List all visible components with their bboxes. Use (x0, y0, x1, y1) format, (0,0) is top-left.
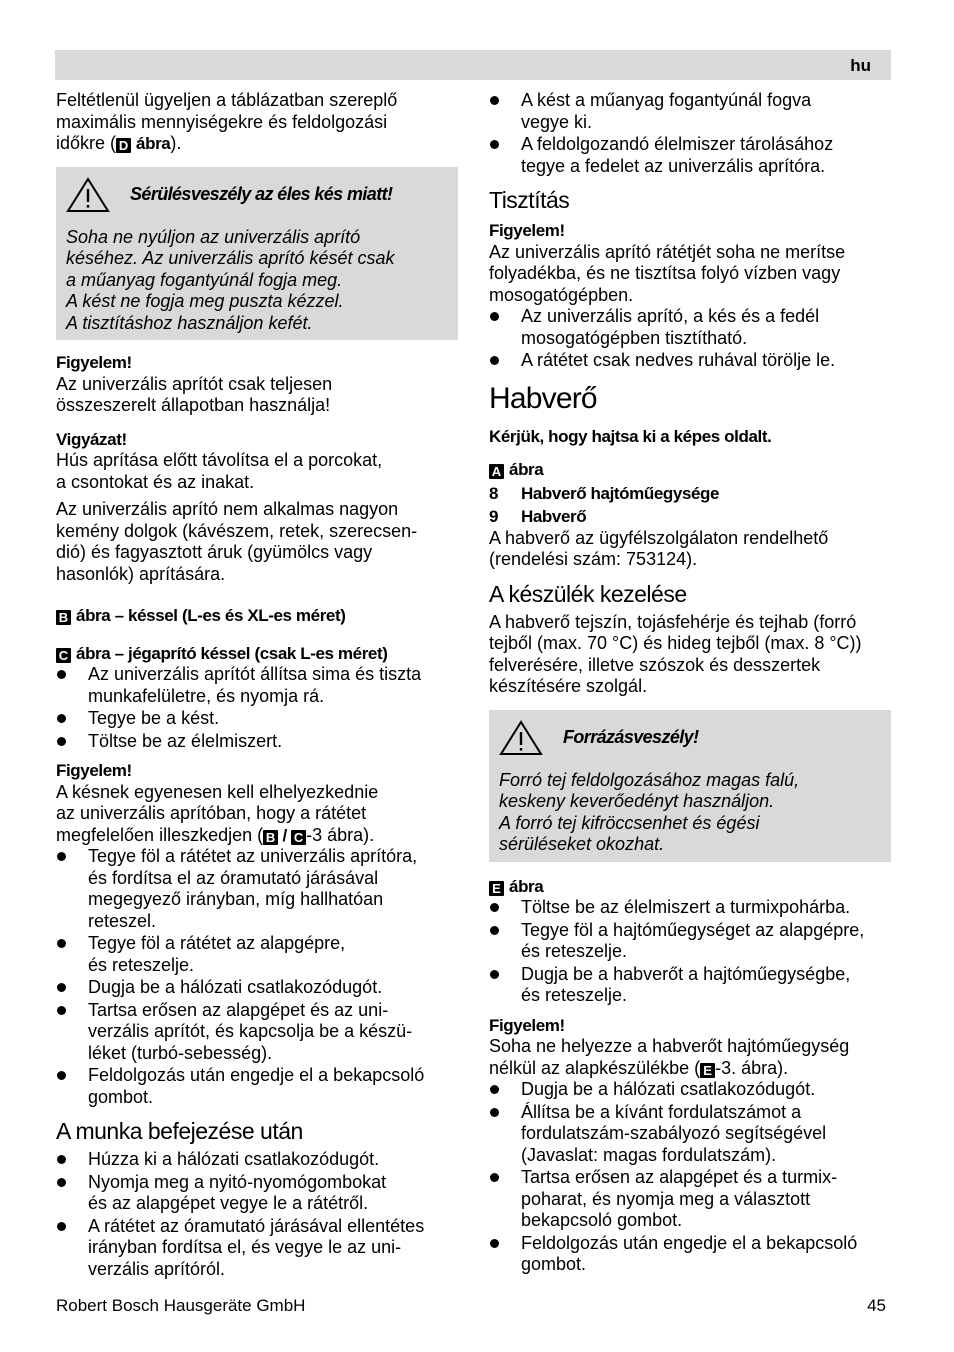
order-info: A habverő az ügyfélszolgálaton rendelhető (rendelési szám: 753124). (489, 527, 829, 569)
caution-text: Hús aprítása előtt távolítsa el a porcokat, a csontokat és az inakat. (56, 450, 383, 492)
figure-a-badge: A (489, 464, 504, 479)
figure-e-badge: E (700, 1063, 715, 1078)
steps-list-0 (489, 90, 891, 177)
section-heading-cleaning: Tisztítás (489, 187, 570, 213)
list-item: Nyomja meg a nyitó-nyomógombokat és az alapgépet vegye le a rátétről. (56, 1172, 458, 1215)
list-item: A kést a műanyag fogantyúnál fogva vegye ki. (489, 90, 891, 133)
header-bar (55, 50, 891, 80)
left-column (56, 90, 458, 1281)
figure-b-badge: B (263, 830, 278, 845)
steps-list-6 (489, 1079, 891, 1276)
list-item: Állítsa be a kívánt fordulatszámot a fordulatszám-szabályozó segítségével (Javaslat: magas fordulatszám). (489, 1102, 891, 1167)
not-suitable-text: Az univerzális aprító nem alkalmas nagyon kemény dolgok (kávészem, retek, szerecsen- dió) és fagyasztott áruk (gyümölcs vagy hasonlók) aprítására. (56, 499, 418, 584)
figure-e-caption: E ábra (489, 876, 891, 898)
list-item: Töltse be az élelmiszert. (56, 731, 458, 753)
figure-b-badge: B (56, 610, 71, 625)
steps-list-1 (56, 664, 458, 752)
list-item: A feldolgozandó élelmiszer tárolásához tegye a fedelet az univerzális aprítóra. (489, 134, 891, 177)
figure-c-badge: C (291, 830, 306, 845)
operation-text: A habverő tejszín, tojásfehérje és tejhab (forró tejből (max. 70 °C) és hideg tejből (max. 8 °C)) felverésére, illetve szószok és desszertek készítésére szolgál. (489, 611, 862, 696)
note-text: Az univerzális aprító rátétjét soha ne merítse folyadékba, és ne tisztítsa folyó vízben vagy mosogatógépben. (489, 241, 846, 305)
note-label: Figyelem! (489, 221, 565, 240)
list-item: Feldolgozás után engedje el a bekapcsoló gombot. (489, 1233, 891, 1276)
list-item: Töltse be az élelmiszert a turmixpohárba. (489, 897, 891, 919)
part-item-8: 8 Habverő hajtóműegysége (489, 483, 720, 503)
list-item: Tartsa erősen az alapgépet és a turmix- poharat, és nyomja meg a választott bekapcsoló gombot. (489, 1167, 891, 1232)
figure-e-badge: E (489, 881, 504, 896)
warning-triangle-icon (66, 177, 110, 213)
figure-c-badge: C (56, 648, 71, 663)
caution-label: Vigyázat! (56, 429, 127, 449)
list-item: Húzza ki a hálózati csatlakozódugót. (56, 1149, 458, 1171)
steps-list-4 (489, 306, 891, 372)
warning-text: Soha ne nyúljon az univerzális aprító késéhez. Az univerzális aprító kését csak a műanyag fogantyúnál fogja meg. A kést ne fogja meg puszta kézzel. A tisztításhoz használjon kefét. (66, 226, 395, 333)
note-text: Az univerzális aprítót csak teljesen összeszerelt állapotban használja! (56, 373, 333, 415)
list-item: Tegye föl a hajtóműegységet az alapgépre, és reteszelje. (489, 920, 891, 963)
list-item: Az univerzális aprítót állítsa sima és tiszta munkafelületre, és nyomja rá. (56, 664, 458, 707)
note-text: A késnek egyenesen kell elhelyezkednie az univerzális aprítóban, hogy a rátétet megfelelően illeszkedjen ( B / C -3 ábra). (56, 781, 379, 845)
page-number: 45 (867, 1296, 886, 1315)
warning-text: Forró tej feldolgozásához magas falú, keskeny keverőedényt használjon. A forró tej kifröccsenhet és égési sérüléseket okozhat. (499, 769, 800, 854)
list-item: Tegye föl a rátétet az alapgépre, és reteszelje. (56, 933, 458, 976)
list-item: Tegye föl a rátétet az univerzális aprítóra, és fordítsa el az óramutató járásával megegyező irányban, míg hallhatóan reteszel. (56, 846, 458, 932)
section-heading-finish: A munka befejezése után (56, 1118, 303, 1144)
intro-paragraph: Feltétlenül ügyeljen a táblázatban szereplő maximális mennyiségekre és feldolgozási időkre ( D ábra). (56, 90, 398, 153)
footer-company: Robert Bosch Hausgeräte GmbH (56, 1296, 306, 1315)
list-item: A rátétet csak nedves ruhával törölje le. (489, 350, 891, 372)
list-item: Dugja be a hálózati csatlakozódugót. (489, 1079, 891, 1101)
figure-a-caption: A ábra (489, 459, 891, 481)
steps-list-5 (489, 897, 891, 1007)
section-heading-operation: A készülék kezelése (489, 580, 687, 607)
list-item: Feldolgozás után engedje el a bekapcsoló gombot. (56, 1065, 458, 1108)
warning-title: Sérülésveszély az éles kés miatt! (130, 183, 393, 204)
section-heading-whisk: Habverő (489, 381, 597, 415)
list-item: Dugja be a hálózati csatlakozódugót. (56, 977, 458, 999)
note-label: Figyelem! (56, 761, 132, 780)
warning-title: Forrázásveszély! (563, 726, 699, 747)
steps-list-2 (56, 846, 458, 1108)
figure-b-caption: B ábra – késsel (L-es és XL-es méret) (56, 605, 458, 627)
warning-triangle-icon (499, 720, 543, 756)
part-item-9: 9 Habverő (489, 507, 587, 526)
fold-out-note: Kérjük, hogy hajtsa ki a képes oldalt. (489, 426, 772, 446)
note-label: Figyelem! (489, 1015, 565, 1035)
steps-list-3 (56, 1149, 458, 1280)
note-label: Figyelem! (56, 353, 132, 372)
warning-box-sharp-knife (56, 167, 458, 341)
warning-box-scalding (489, 710, 891, 862)
note-text: Soha ne helyezze a habverőt hajtóműegység nélkül az alapkészülékbe ( E -3. ábra). (489, 1036, 850, 1078)
list-item: Dugja be a habverőt a hajtóműegységbe, és reteszelje. (489, 964, 891, 1007)
list-item: Tegye be a kést. (56, 708, 458, 730)
figure-d-badge: D (116, 138, 131, 153)
language-code: hu (850, 56, 871, 75)
list-item: Az univerzális aprító, a kés és a fedél mosogatógépben tisztítható. (489, 306, 891, 349)
list-item: A rátétet az óramutató járásával ellentétes irányban fordítsa el, és vegye le az uni- verzális aprítóról. (56, 1216, 458, 1281)
right-column (489, 90, 891, 1277)
list-item: Tartsa erősen az alapgépet és az uni- verzális aprítót, és kapcsolja be a készü- léket (turbó-sebesség). (56, 1000, 458, 1065)
figure-c-caption: C ábra – jégaprító késsel (csak L-es méret) (56, 643, 458, 665)
